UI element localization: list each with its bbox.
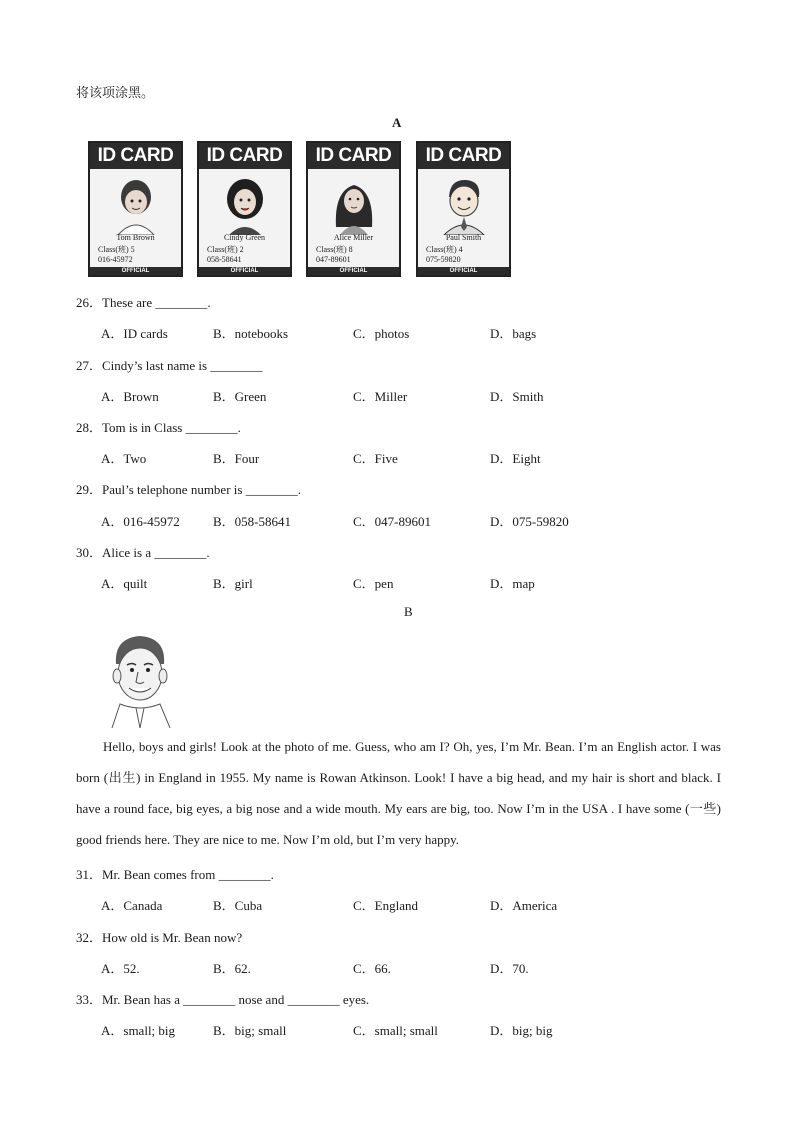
section-b-label: B [404, 604, 413, 619]
card-class: Class(班) 8 [316, 245, 353, 254]
card-class: Class(班) 2 [207, 245, 244, 254]
option-b[interactable]: B．Green [213, 389, 267, 404]
option-c[interactable]: C．photos [353, 326, 410, 341]
child-portrait-icon [104, 171, 168, 235]
girl-portrait-icon [213, 171, 277, 235]
option-c[interactable]: C．pen [353, 576, 394, 591]
option-d[interactable]: D．bags [490, 326, 537, 341]
option-b[interactable]: B．big; small [213, 1023, 287, 1038]
option-a[interactable]: A．quilt [101, 576, 148, 591]
card-phone: 075-59820 [426, 255, 461, 264]
question-32: 32．How old is Mr. Bean now? [76, 930, 243, 945]
question-27: 27．Cindy’s last name is ________ [76, 358, 263, 373]
woman-portrait-icon [322, 171, 386, 235]
option-c[interactable]: C．Miller [353, 389, 408, 404]
card-class: Class(班) 4 [426, 245, 463, 254]
option-a[interactable]: A．016-45972 [101, 514, 180, 529]
option-c[interactable]: C．England [353, 898, 418, 913]
card-name: Tom Brown [116, 233, 155, 242]
option-b[interactable]: B．058-58641 [213, 514, 292, 529]
option-b[interactable]: B．girl [213, 576, 253, 591]
option-a[interactable]: A．Canada [101, 898, 163, 913]
mr-bean-sketch-icon [100, 630, 182, 728]
question-31: 31．Mr. Bean comes from ________. [76, 867, 274, 882]
option-c[interactable]: C．66. [353, 961, 391, 976]
id-card-cindy [197, 141, 292, 277]
option-d[interactable]: D．Eight [490, 451, 541, 466]
question-26: 26．These are ________. [76, 295, 211, 310]
option-a[interactable]: A．small; big [101, 1023, 176, 1038]
id-cards-image [88, 141, 514, 279]
option-b[interactable]: B．Cuba [213, 898, 263, 913]
option-a[interactable]: A．52. [101, 961, 140, 976]
option-d[interactable]: D．America [490, 898, 558, 913]
card-phone: 058-58641 [207, 255, 242, 264]
option-b[interactable]: B．Four [213, 451, 260, 466]
question-30: 30．Alice is a ________. [76, 545, 210, 560]
instruction-text: 将该项涂黑。 [76, 86, 155, 101]
option-a[interactable]: A．Brown [101, 389, 159, 404]
id-card-alice [306, 141, 401, 277]
id-card-paul [416, 141, 511, 277]
card-class: Class(班) 5 [98, 245, 135, 254]
card-header: ID CARD [90, 143, 181, 169]
card-footer: OFFICIAL [90, 267, 181, 275]
card-name: Alice Miller [333, 233, 374, 242]
option-a[interactable]: A．ID cards [101, 326, 168, 341]
option-b[interactable]: B．62. [213, 961, 251, 976]
card-name: Cindy Green [223, 233, 266, 242]
option-d[interactable]: D．075-59820 [490, 514, 569, 529]
option-c[interactable]: C．047-89601 [353, 514, 432, 529]
card-footer: OFFICIAL [199, 267, 290, 275]
question-29: 29．Paul’s telephone number is ________. [76, 482, 301, 497]
reading-passage: Hello, boys and girls! Look at the photo of me. Guess, who am I? Oh, yes, I’m Mr. Bean. I’m an English actor. I was born (出生) in England in 1955. My name is Rowan Atkinson. Look! I have a big head, and my hair is short and black. I have a round face, big eyes, a big nose and a wide mouth. My ears are big, too. Now I’m in the USA . I have some (一些) good friends here. They are nice to me. Now I’m old, but I’m very happy. [76, 739, 721, 847]
card-header: ID CARD [308, 143, 399, 169]
option-c[interactable]: C．small; small [353, 1023, 438, 1038]
option-c[interactable]: C．Five [353, 451, 398, 466]
question-33: 33．Mr. Bean has a ________ nose and ________ eyes. [76, 992, 370, 1007]
card-name: Paul Smith [445, 233, 482, 242]
card-footer: OFFICIAL [308, 267, 399, 275]
card-phone: 047-89601 [316, 255, 351, 264]
section-a-label: A [392, 115, 402, 130]
option-a[interactable]: A．Two [101, 451, 147, 466]
card-footer: OFFICIAL [418, 267, 509, 275]
card-phone: 016-45972 [98, 255, 133, 264]
id-card-tom [88, 141, 183, 277]
option-d[interactable]: D．Smith [490, 389, 544, 404]
option-b[interactable]: B．notebooks [213, 326, 289, 341]
option-d[interactable]: D．big; big [490, 1023, 553, 1038]
card-header: ID CARD [418, 143, 509, 169]
option-d[interactable]: D．map [490, 576, 535, 591]
option-d[interactable]: D．70. [490, 961, 529, 976]
card-header: ID CARD [199, 143, 290, 169]
boy-cartoon-icon [432, 171, 496, 235]
question-28: 28．Tom is in Class ________. [76, 420, 241, 435]
